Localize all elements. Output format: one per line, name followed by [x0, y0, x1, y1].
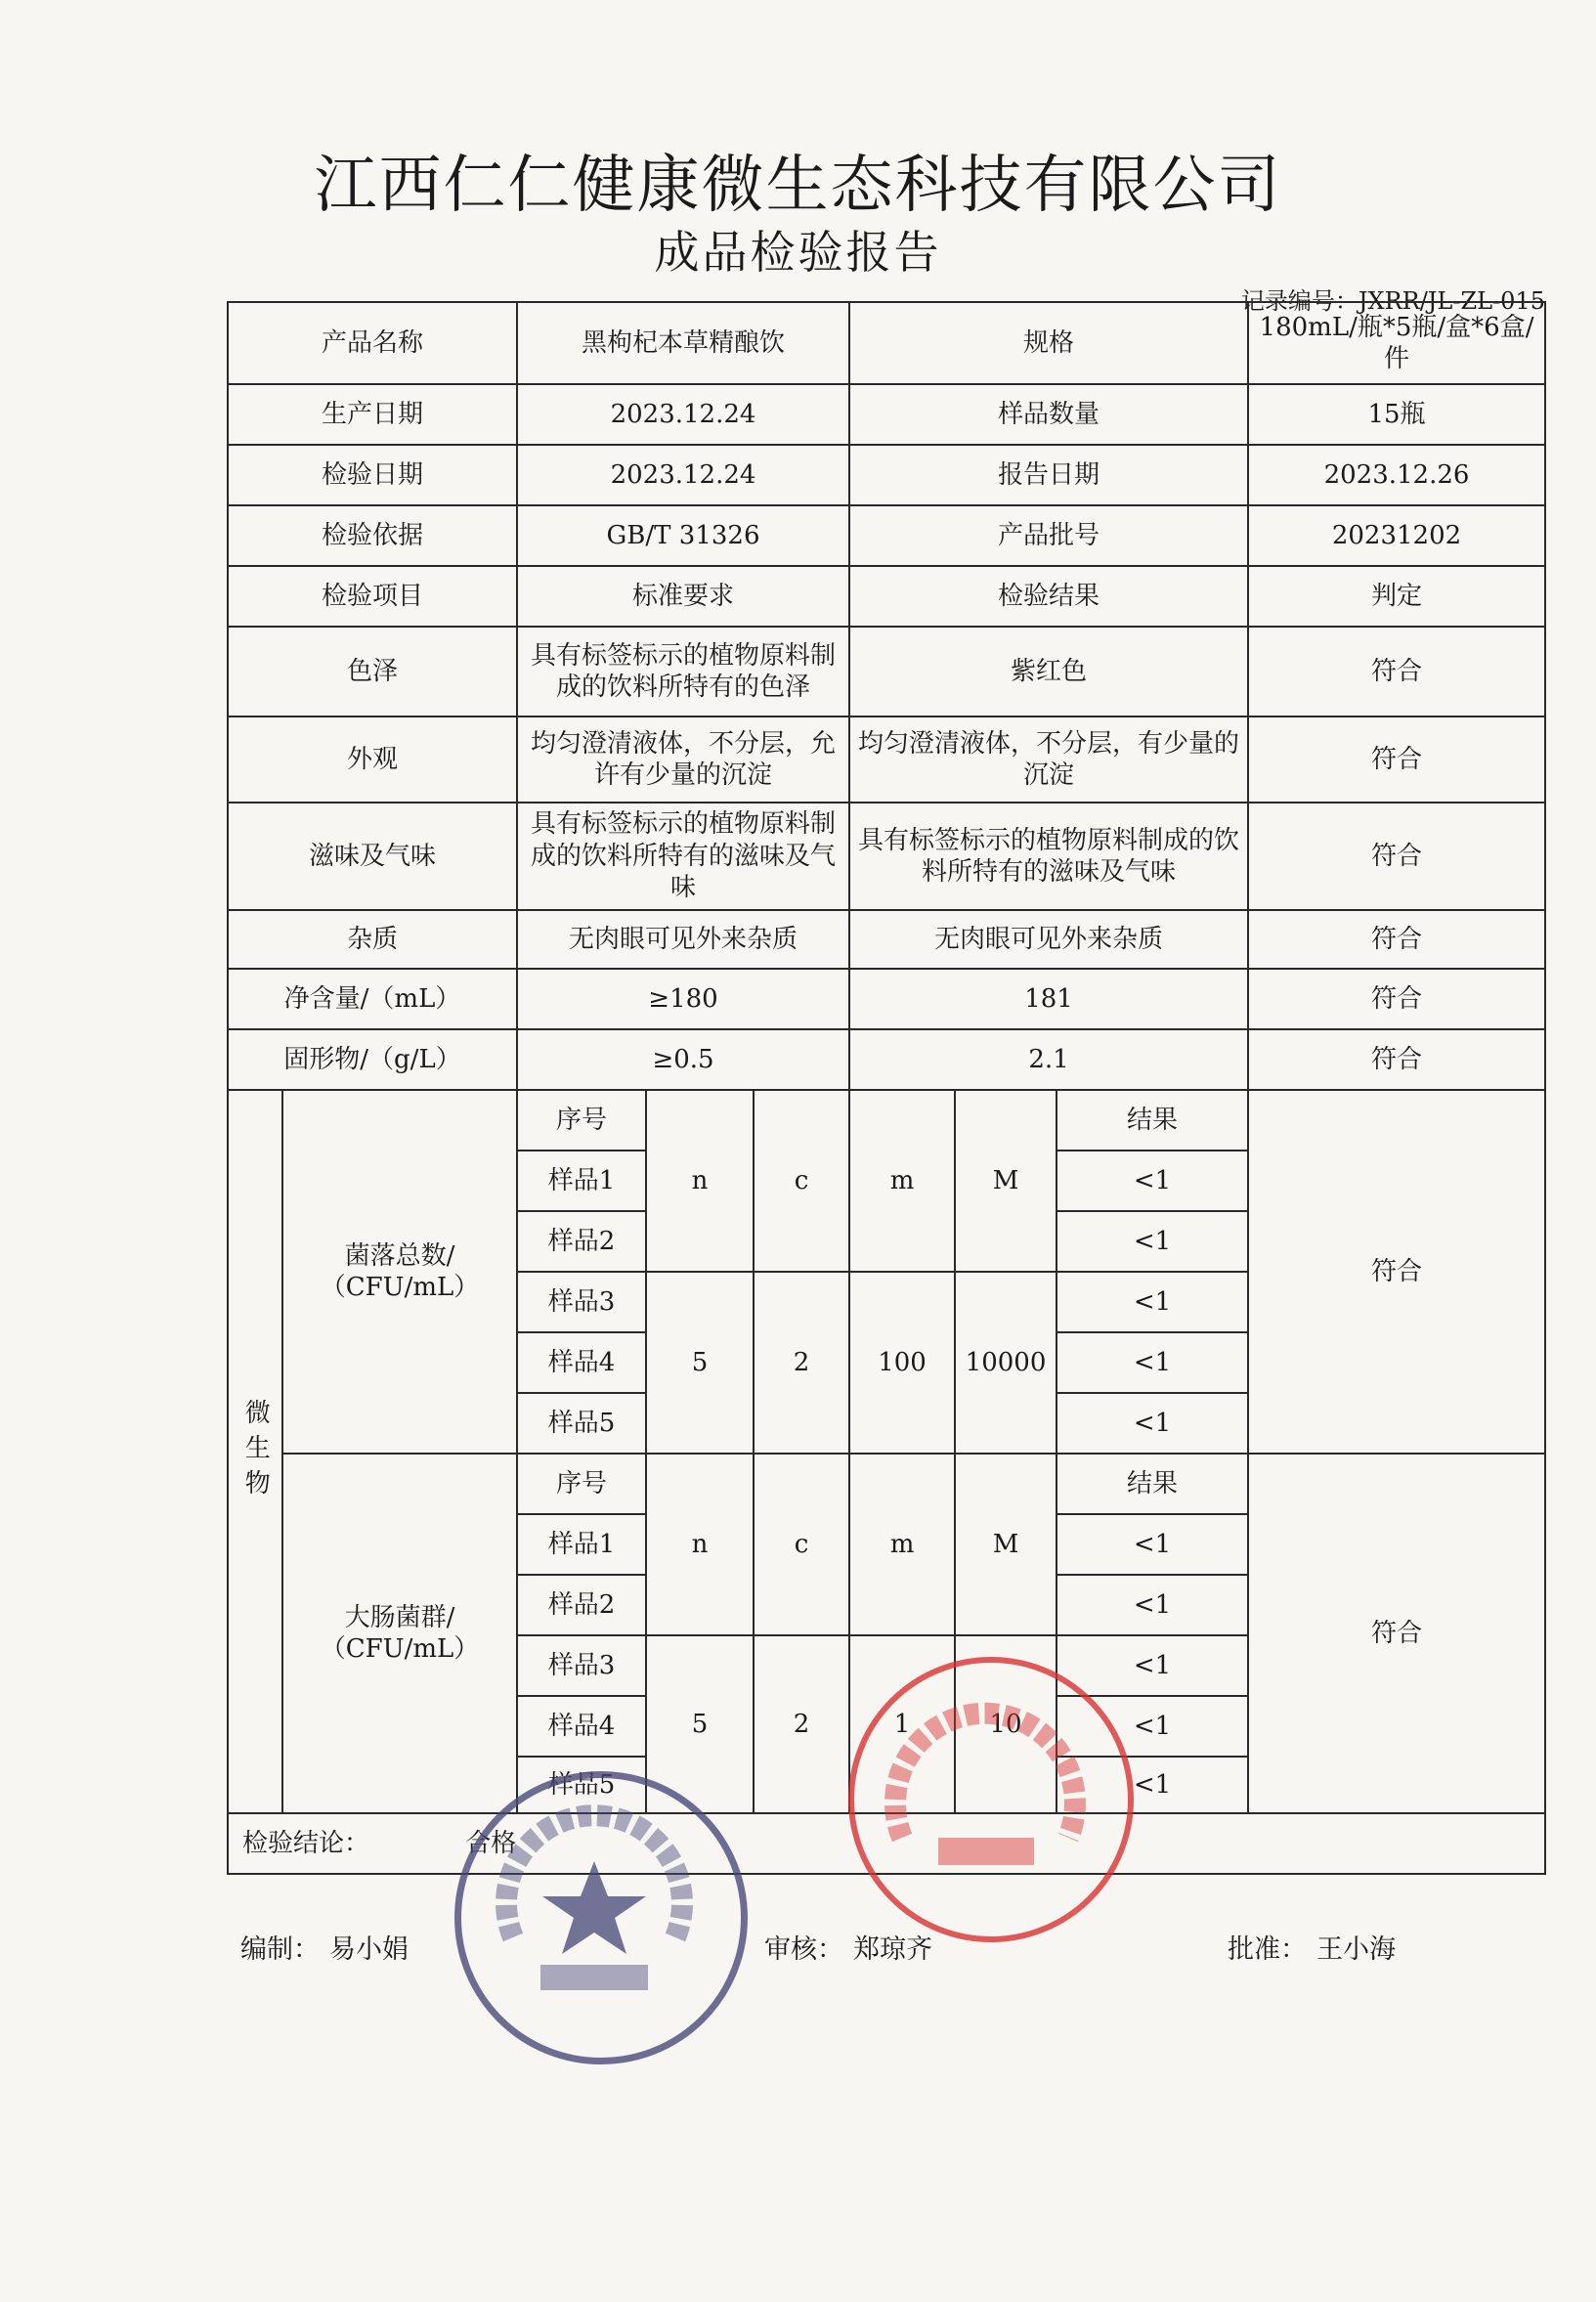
spec-label: 规格	[849, 302, 1248, 384]
micro-row	[228, 1090, 1545, 1151]
test-standard: 具有标签标示的植物原料制成的饮料所特有的色泽	[517, 627, 849, 717]
test-result: 181	[849, 969, 1248, 1029]
test-item: 外观	[228, 717, 517, 803]
c-value: 2	[754, 1635, 849, 1813]
sample-result: <1	[1057, 1514, 1248, 1575]
M-value: 10000	[955, 1272, 1057, 1454]
test-verdict: 符合	[1248, 717, 1545, 803]
n-value: 5	[646, 1635, 754, 1813]
sample-result: <1	[1057, 1272, 1248, 1332]
conclusion-value: 合格	[465, 1828, 517, 1858]
test-row	[228, 969, 1545, 1029]
batch-value: 20231202	[1248, 505, 1545, 566]
c-header: c	[754, 1454, 849, 1635]
n-header: n	[646, 1454, 754, 1635]
test-standard: 均匀澄清液体，不分层，允许有少量的沉淀	[517, 717, 849, 803]
sample-label: 样品3	[517, 1635, 646, 1696]
m-value: 100	[849, 1272, 955, 1454]
test-verdict: 符合	[1248, 969, 1545, 1029]
report-title: 成品检验报告	[654, 226, 942, 279]
prepared-label: 编制：	[240, 1934, 320, 1965]
sample-label: 样品1	[517, 1514, 646, 1575]
micro-verdict: 符合	[1248, 1454, 1545, 1813]
sample-label: 样品5	[517, 1393, 646, 1454]
sample-qty-label: 样品数量	[849, 384, 1248, 445]
result-label: 结果	[1057, 1090, 1248, 1151]
prepared-name: 易小娟	[329, 1934, 409, 1965]
sample-result: <1	[1057, 1332, 1248, 1393]
inspection-date-value: 2023.12.24	[517, 445, 849, 505]
record-value: JXRR/JL-ZL-015	[1358, 287, 1545, 315]
M-value: 10	[955, 1635, 1057, 1813]
sample-label: 样品2	[517, 1575, 646, 1635]
c-header: c	[754, 1090, 849, 1272]
test-standard: ≥180	[517, 969, 849, 1029]
info-row	[228, 445, 1545, 505]
conclusion-row	[228, 1813, 1545, 1874]
test-row	[228, 627, 1545, 717]
sample-label: 样品1	[517, 1151, 646, 1211]
test-verdict: 符合	[1248, 910, 1545, 969]
product-name-value: 黑枸杞本草精酿饮	[517, 302, 849, 384]
seq-label: 序号	[517, 1454, 646, 1514]
test-item: 色泽	[228, 627, 517, 717]
info-row	[228, 505, 1545, 566]
test-standard: 无肉眼可见外来杂质	[517, 910, 849, 969]
sample-label: 样品5	[517, 1757, 646, 1813]
test-standard: ≥0.5	[517, 1029, 849, 1090]
micro-group-name: 大肠菌群/（CFU/mL）	[282, 1454, 517, 1813]
production-date-label: 生产日期	[228, 384, 517, 445]
test-verdict: 符合	[1248, 627, 1545, 717]
product-name-label: 产品名称	[228, 302, 517, 384]
sample-result: <1	[1057, 1211, 1248, 1272]
spec-value: 180mL/瓶*5瓶/盒*6盒/件	[1248, 302, 1545, 384]
approved-signature	[1228, 1928, 1396, 1966]
test-row	[228, 1029, 1545, 1090]
test-row	[228, 910, 1545, 969]
micro-row	[228, 1454, 1545, 1514]
test-item: 杂质	[228, 910, 517, 969]
sample-label: 样品4	[517, 1696, 646, 1757]
sample-result: <1	[1057, 1393, 1248, 1454]
sample-result: <1	[1057, 1151, 1248, 1211]
reviewed-label: 审核：	[764, 1934, 843, 1965]
micro-label: 微生物	[228, 1090, 282, 1813]
test-result: 2.1	[849, 1029, 1248, 1090]
m-header: m	[849, 1454, 955, 1635]
sample-label: 样品3	[517, 1272, 646, 1332]
n-header: n	[646, 1090, 754, 1272]
test-result: 具有标签标示的植物原料制成的饮料所特有的滋味及气味	[849, 803, 1248, 910]
inspection-date-label: 检验日期	[228, 445, 517, 505]
M-header: M	[955, 1090, 1057, 1272]
basis-label: 检验依据	[228, 505, 517, 566]
test-row	[228, 717, 1545, 803]
c-value: 2	[754, 1272, 849, 1454]
star-icon	[542, 1861, 646, 1954]
test-result: 无肉眼可见外来杂质	[849, 910, 1248, 969]
basis-value: GB/T 31326	[517, 505, 849, 566]
n-value: 5	[646, 1272, 754, 1454]
production-date-value: 2023.12.24	[517, 384, 849, 445]
prepared-signature	[240, 1928, 409, 1966]
record-label: 记录编号：	[1240, 287, 1359, 315]
info-row	[228, 384, 1545, 445]
sample-label: 样品2	[517, 1211, 646, 1272]
test-verdict: 符合	[1248, 1029, 1545, 1090]
col-verdict: 判定	[1248, 566, 1545, 627]
sample-qty-value: 15瓶	[1248, 384, 1545, 445]
sample-result: <1	[1057, 1696, 1248, 1757]
micro-verdict: 符合	[1248, 1090, 1545, 1454]
micro-group-name: 菌落总数/（CFU/mL）	[282, 1090, 517, 1454]
test-item: 净含量/（mL）	[228, 969, 517, 1029]
conclusion-cell	[228, 1813, 1545, 1874]
column-header-row	[228, 566, 1545, 627]
m-header: m	[849, 1090, 955, 1272]
conclusion-label: 检验结论：	[242, 1828, 370, 1858]
report-date-label: 报告日期	[849, 445, 1248, 505]
sample-result: <1	[1057, 1635, 1248, 1696]
test-item: 固形物/（g/L）	[228, 1029, 517, 1090]
seq-label: 序号	[517, 1090, 646, 1151]
m-value: 1	[849, 1635, 955, 1813]
approved-label: 批准：	[1228, 1934, 1307, 1965]
test-item: 滋味及气味	[228, 803, 517, 910]
sample-result: <1	[1057, 1575, 1248, 1635]
test-result: 紫红色	[849, 627, 1248, 717]
info-row	[228, 302, 1545, 384]
test-standard: 具有标签标示的植物原料制成的饮料所特有的滋味及气味	[517, 803, 849, 910]
M-header: M	[955, 1454, 1057, 1635]
reviewed-signature	[764, 1928, 932, 1966]
test-row	[228, 803, 1545, 910]
batch-label: 产品批号	[849, 505, 1248, 566]
col-standard: 标准要求	[517, 566, 849, 627]
reviewed-name: 郑琼齐	[853, 1934, 932, 1965]
test-result: 均匀澄清液体，不分层，有少量的沉淀	[849, 717, 1248, 803]
sample-label: 样品4	[517, 1332, 646, 1393]
col-result: 检验结果	[849, 566, 1248, 627]
sample-result: <1	[1057, 1757, 1248, 1813]
result-label: 结果	[1057, 1454, 1248, 1514]
company-name: 江西仁仁健康微生态科技有限公司	[314, 150, 1282, 222]
inspection-table	[227, 301, 1546, 1875]
approved-name: 王小海	[1316, 1934, 1396, 1965]
col-item: 检验项目	[228, 566, 517, 627]
test-verdict: 符合	[1248, 803, 1545, 910]
report-date-value: 2023.12.26	[1248, 445, 1545, 505]
